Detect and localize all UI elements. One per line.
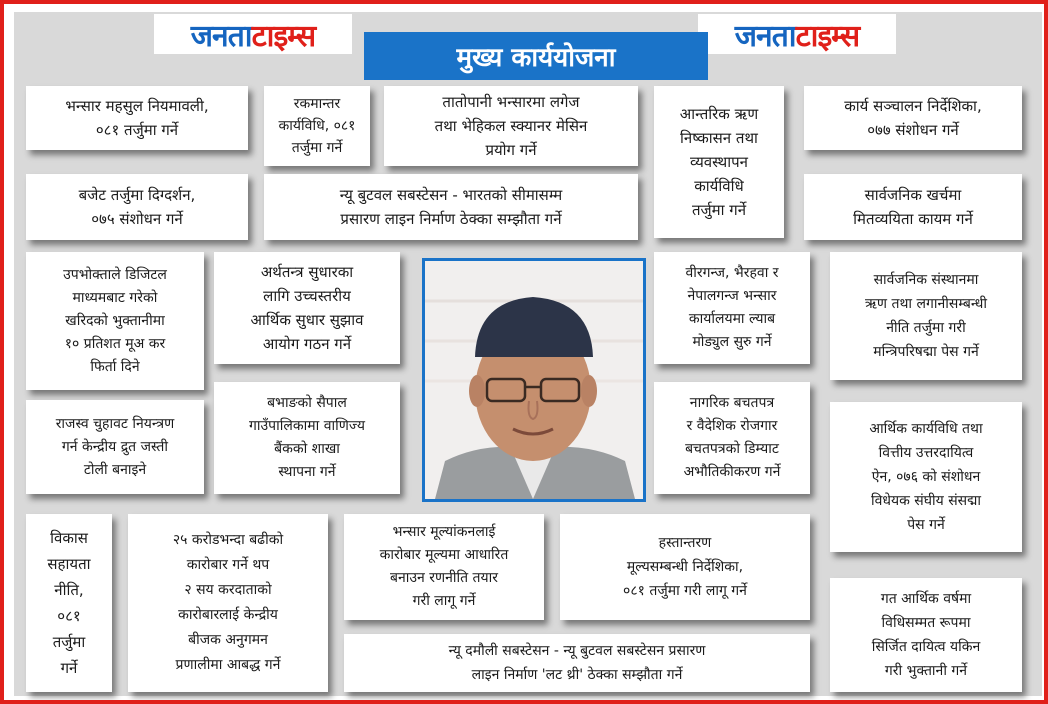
brand-part1: जनता [734, 18, 796, 54]
action-item-transfer-procedure: रकमान्तर कार्यविधि, ०८१ तर्जुमा गर्ने [264, 86, 370, 166]
action-item-economic-reform-commission: अर्थतन्त्र सुधारका लागि उच्चस्तरीय आर्थिक सुधार सुझाव आयोग गठन गर्ने [214, 252, 400, 364]
action-item-revenue-leakage-team: राजस्व चुहावट नियन्त्रण गर्न केन्द्रीय द्रुत जस्ती टोली बनाइने [26, 400, 204, 494]
action-item-tatopani-scanner: तातोपानी भन्सारमा लगेज तथा भेहिकल स्क्यानर मेसिन प्रयोग गर्ने [384, 86, 638, 166]
action-item-butwal-transmission: न्यू बुटवल सबस्टेसन - भारतको सीमासम्म प्रसारण लाइन निर्माण ठेक्का सम्झौता गर्ने [264, 174, 638, 240]
action-item-expense-austerity: सार्वजनिक खर्चमा मितव्ययिता कायम गर्ने [804, 174, 1022, 240]
portrait-illustration [425, 261, 643, 499]
action-item-digital-vat-refund: उपभोक्ताले डिजिटल माध्यमबाट गरेको खरिदको भुक्तानीमा १० प्रतिशत मूअ कर फिर्ता दिने [26, 252, 204, 390]
brand-part2: टाइम्स [795, 18, 860, 54]
action-item-savings-bond-demat: नागरिक बचतपत्र र वैदेशिक रोजगार बचतपत्रको डिम्याट अभौतिकीकरण गर्ने [654, 382, 810, 494]
action-item-customs-valuation: भन्सार मूल्यांकनलाई कारोबार मूल्यमा आधारित बनाउन रणनीति तयार गरी लागू गर्ने [344, 514, 544, 620]
action-item-invoice-monitoring: २५ करोडभन्दा बढीको कारोबार गर्ने थप २ सय करदाताको कारोबारलाई केन्द्रीय बीजक अनुगमन प्रणालीमा आबद्ध गर्ने [128, 514, 328, 692]
action-item-lab-module: वीरगन्ज, भैरहवा र नेपालगन्ज भन्सार कार्यालयमा ल्याब मोड्युल सुरु गर्ने [654, 252, 810, 364]
action-item-fiscal-act-amendment: आर्थिक कार्यविधि तथा वित्तीय उत्तरदायित्व ऐन, ०७६ को संशोधन विधेयक संघीय संसद्मा पेस गर्ने [830, 402, 1022, 552]
page-title: मुख्य कार्ययोजना [364, 32, 708, 80]
action-item-internal-debt: आन्तरिक ऋण निष्कासन तथा व्यवस्थापन कार्यविधि तर्जुमा गर्ने [654, 86, 784, 238]
brand-logo-right [698, 14, 896, 54]
action-item-damauli-transmission: न्यू दमौली सबस्टेसन - न्यू बुटवल सबस्टेसन प्रसारण लाइन निर्माण 'लट थ्री' ठेक्का सम्झौता गर्ने [344, 634, 810, 692]
brand-part1: जनता [190, 18, 252, 54]
portrait-photo [422, 258, 646, 502]
action-item-operation-guideline: कार्य सञ्चालन निर्देशिका, ०७७ संशोधन गर्ने [804, 86, 1022, 150]
action-item-liability-payment: गत आर्थिक वर्षमा विधिसम्मत रूपमा सिर्जित दायित्व यकिन गरी भुक्तानी गर्ने [830, 578, 1022, 692]
action-item-customs-rules: भन्सार महसुल नियमावली, ०८१ तर्जुमा गर्ने [26, 86, 248, 150]
action-item-transfer-pricing: हस्तान्तरण मूल्यसम्बन्धी निर्देशिका, ०८१ तर्जुमा गरी लागू गर्ने [560, 514, 810, 620]
brand-logo-left [154, 14, 352, 54]
action-item-budget-guide: बजेट तर्जुमा दिग्दर्शन, ०७५ संशोधन गर्ने [26, 174, 248, 240]
action-item-bank-branch: बभाङको सैपाल गाउँपालिकामा वाणिज्य बैंकको शाखा स्थापना गर्ने [214, 382, 400, 494]
action-item-aid-policy: विकास सहायता नीति, ०८१ तर्जुमा गर्ने [26, 514, 112, 692]
action-item-public-enterprise-policy: सार्वजनिक संस्थानमा ऋण तथा लगानीसम्बन्धी नीति तर्जुमा गरी मन्त्रिपरिषद्मा पेस गर्ने [830, 252, 1022, 380]
brand-part2: टाइम्स [251, 18, 316, 54]
infographic-panel [14, 12, 1042, 696]
